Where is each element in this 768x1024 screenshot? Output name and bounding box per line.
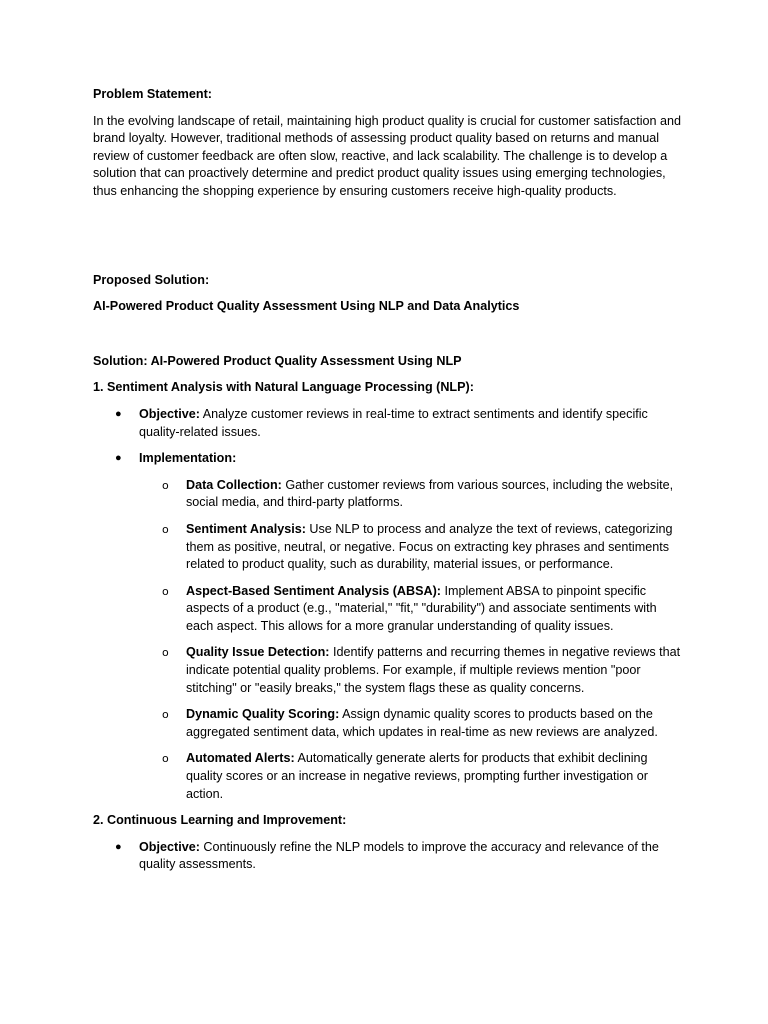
sub-marker: o	[162, 522, 169, 536]
sub-item-data-collection	[139, 477, 683, 512]
sub-marker: o	[162, 708, 169, 722]
sub-marker: o	[162, 752, 169, 766]
sub-item-text: Use NLP to process and analyze the text of reviews, categorizing them as positive, neutral, or negative. Focus on extracting key phrases and sentiments related to product quality, such as durability, material issues, or performance.	[186, 521, 673, 572]
objective-text: Analyze customer reviews in real-time to extract sentiments and identify specific quality-related issues.	[139, 406, 648, 439]
implementation-sub-list	[139, 477, 683, 804]
sub-item-label: Sentiment Analysis:	[186, 521, 306, 536]
bullet-marker: ●	[115, 452, 122, 465]
objective-text: Continuously refine the NLP models to improve the accuracy and relevance of the quality assessments.	[139, 839, 659, 872]
section2-heading: 2. Continuous Learning and Improvement:	[93, 813, 347, 828]
list-item-objective	[93, 406, 683, 441]
bullet-marker: ●	[115, 407, 122, 420]
problem-body: In the evolving landscape of retail, maintaining high product quality is crucial for customer satisfaction and brand loyalty. However, traditional methods of assessing product quality based on returns and manual review of customer feedback are often slow, reactive, and lack scalability. The challenge is to develop a solution that can proactively determine and predict product quality issues using emerging technologies, thus enhancing the shopping experience by ensuring customers receive high-quality products.	[93, 113, 682, 198]
sub-marker: o	[162, 584, 169, 598]
bullet-marker: ●	[115, 840, 122, 853]
sub-item-label: Aspect-Based Sentiment Analysis (ABSA):	[186, 583, 441, 598]
sub-item-label: Quality Issue Detection:	[186, 645, 330, 660]
sub-item-label: Data Collection:	[186, 477, 282, 492]
sub-item-label: Automated Alerts:	[186, 751, 295, 766]
sub-item-text: Identify patterns and recurring themes in negative reviews that indicate potential quality problems. For example, if multiple reviews mention "poor stitching" or "easily breaks," the system flags these as quality concerns.	[186, 645, 681, 695]
sub-item-sentiment-analysis	[139, 521, 683, 574]
sub-item-quality-issue-detection	[139, 644, 683, 697]
sub-item-dynamic-quality-scoring	[139, 706, 683, 741]
objective-label: Objective:	[139, 839, 200, 854]
sub-item-absa	[139, 583, 683, 636]
list-item-implementation	[93, 450, 683, 803]
section2-bullet-list	[93, 839, 683, 874]
section1-heading: 1. Sentiment Analysis with Natural Language Processing (NLP):	[93, 380, 474, 395]
sub-item-automated-alerts	[139, 750, 683, 803]
section1-bullet-list	[93, 406, 683, 803]
problem-heading: Problem Statement:	[93, 87, 212, 101]
proposed-subtitle: AI-Powered Product Quality Assessment Using NLP and Data Analytics	[93, 299, 520, 314]
sub-item-text: Assign dynamic quality scores to products based on the aggregated sentiment data, which updates in real-time as new reviews are analyzed.	[186, 707, 658, 739]
list-item-objective-2	[93, 839, 683, 874]
implementation-label: Implementation:	[139, 451, 237, 466]
sub-marker: o	[162, 478, 169, 492]
solution-heading: Solution: AI-Powered Product Quality Assessment Using NLP	[93, 353, 462, 368]
sub-item-text: Automatically generate alerts for products that exhibit declining quality scores or an increase in negative reviews, prompting further investigation or action.	[186, 751, 649, 801]
sub-item-text: Implement ABSA to pinpoint specific aspects of a product (e.g., "material," "fit," "durability") and associate sentiments with each aspect. This allows for a more granular understanding of quality issues.	[186, 583, 657, 633]
document-page	[93, 86, 683, 874]
proposed-heading: Proposed Solution:	[93, 272, 210, 287]
sub-item-label: Dynamic Quality Scoring:	[186, 707, 340, 722]
sub-item-text: Gather customer reviews from various sources, including the website, social media, and third-party platforms.	[186, 477, 674, 510]
sub-marker: o	[162, 646, 169, 660]
objective-label: Objective:	[139, 406, 200, 421]
